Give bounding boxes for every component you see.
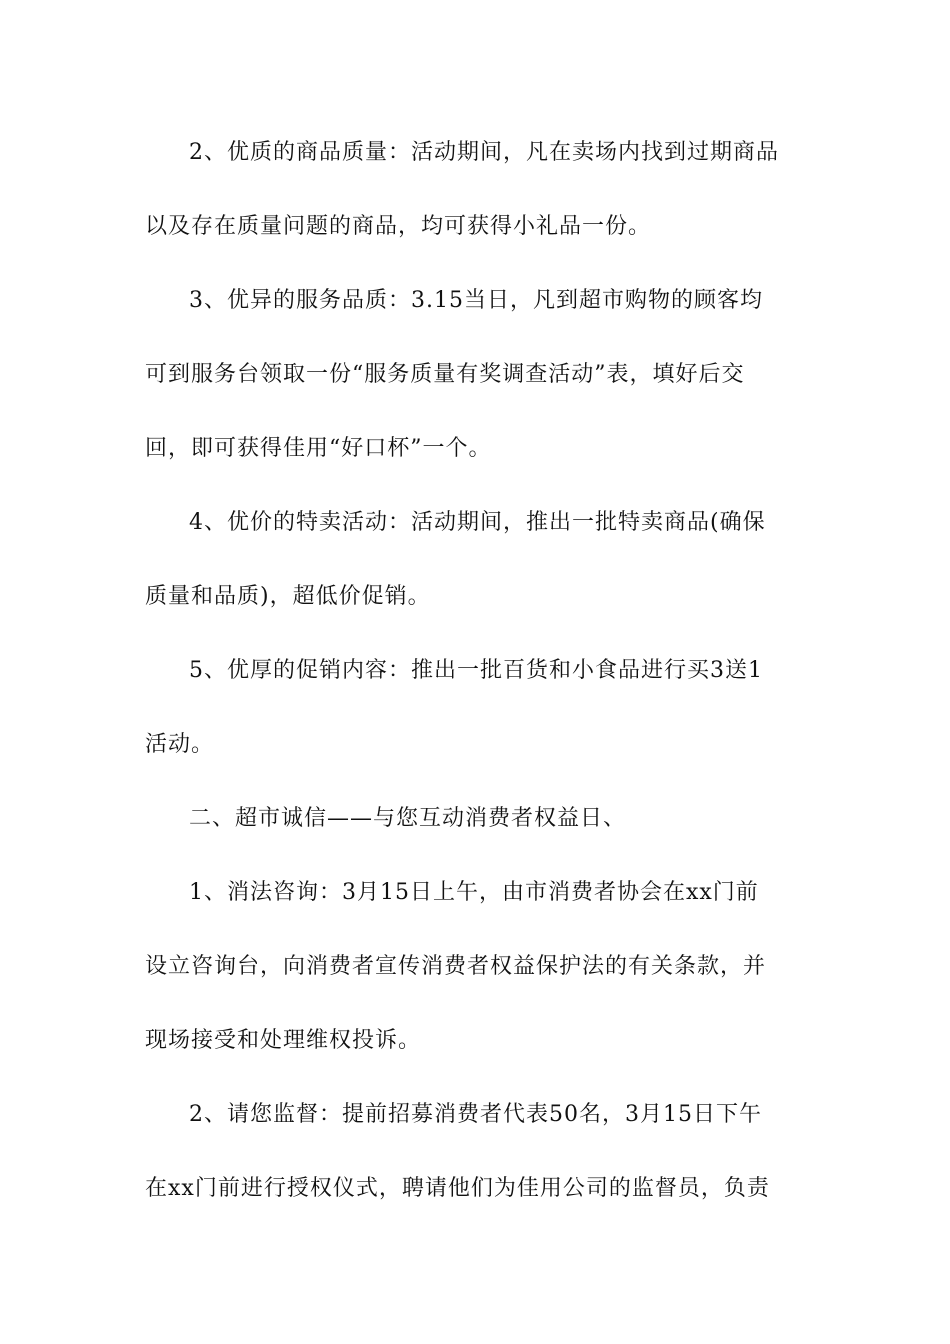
text-line: 2、请您监督：提前招募消费者代表50名，3月15日下午 [189,1102,762,1127]
section-heading: 二、超市诚信——与您互动消费者权益日、 [189,806,627,831]
document-body [145,130,807,1240]
document-text [145,130,807,1212]
text-line: 在xx门前进行授权仪式，聘请他们为佳用公司的监督员，负责 [145,1176,770,1201]
text-line: 现场接受和处理维权投诉。 [145,1028,422,1053]
text-line: 1、消法咨询：3月15日上午，由市消费者协会在xx门前 [189,880,759,905]
text-line: 5、优厚的促销内容：推出一批百货和小食品进行买3送1 [189,658,763,683]
text-line: 回，即可获得佳用“好口杯”一个。 [145,436,492,461]
text-line: 活动。 [145,732,215,757]
text-line: 可到服务台领取一份“服务质量有奖调查活动”表，填好后交 [145,362,745,387]
text-line: 质量和品质)，超低价促销。 [145,584,431,609]
text-line: 2、优质的商品质量：活动期间，凡在卖场内找到过期商品 [189,140,779,165]
text-line: 3、优异的服务品质：3.15当日，凡到超市购物的顾客均 [189,288,763,313]
text-line: 4、优价的特卖活动：活动期间，推出一批特卖商品(确保 [189,510,766,535]
text-line: 设立咨询台，向消费者宣传消费者权益保护法的有关条款，并 [145,954,767,979]
text-line: 以及存在质量问题的商品，均可获得小礼品一份。 [145,214,652,239]
